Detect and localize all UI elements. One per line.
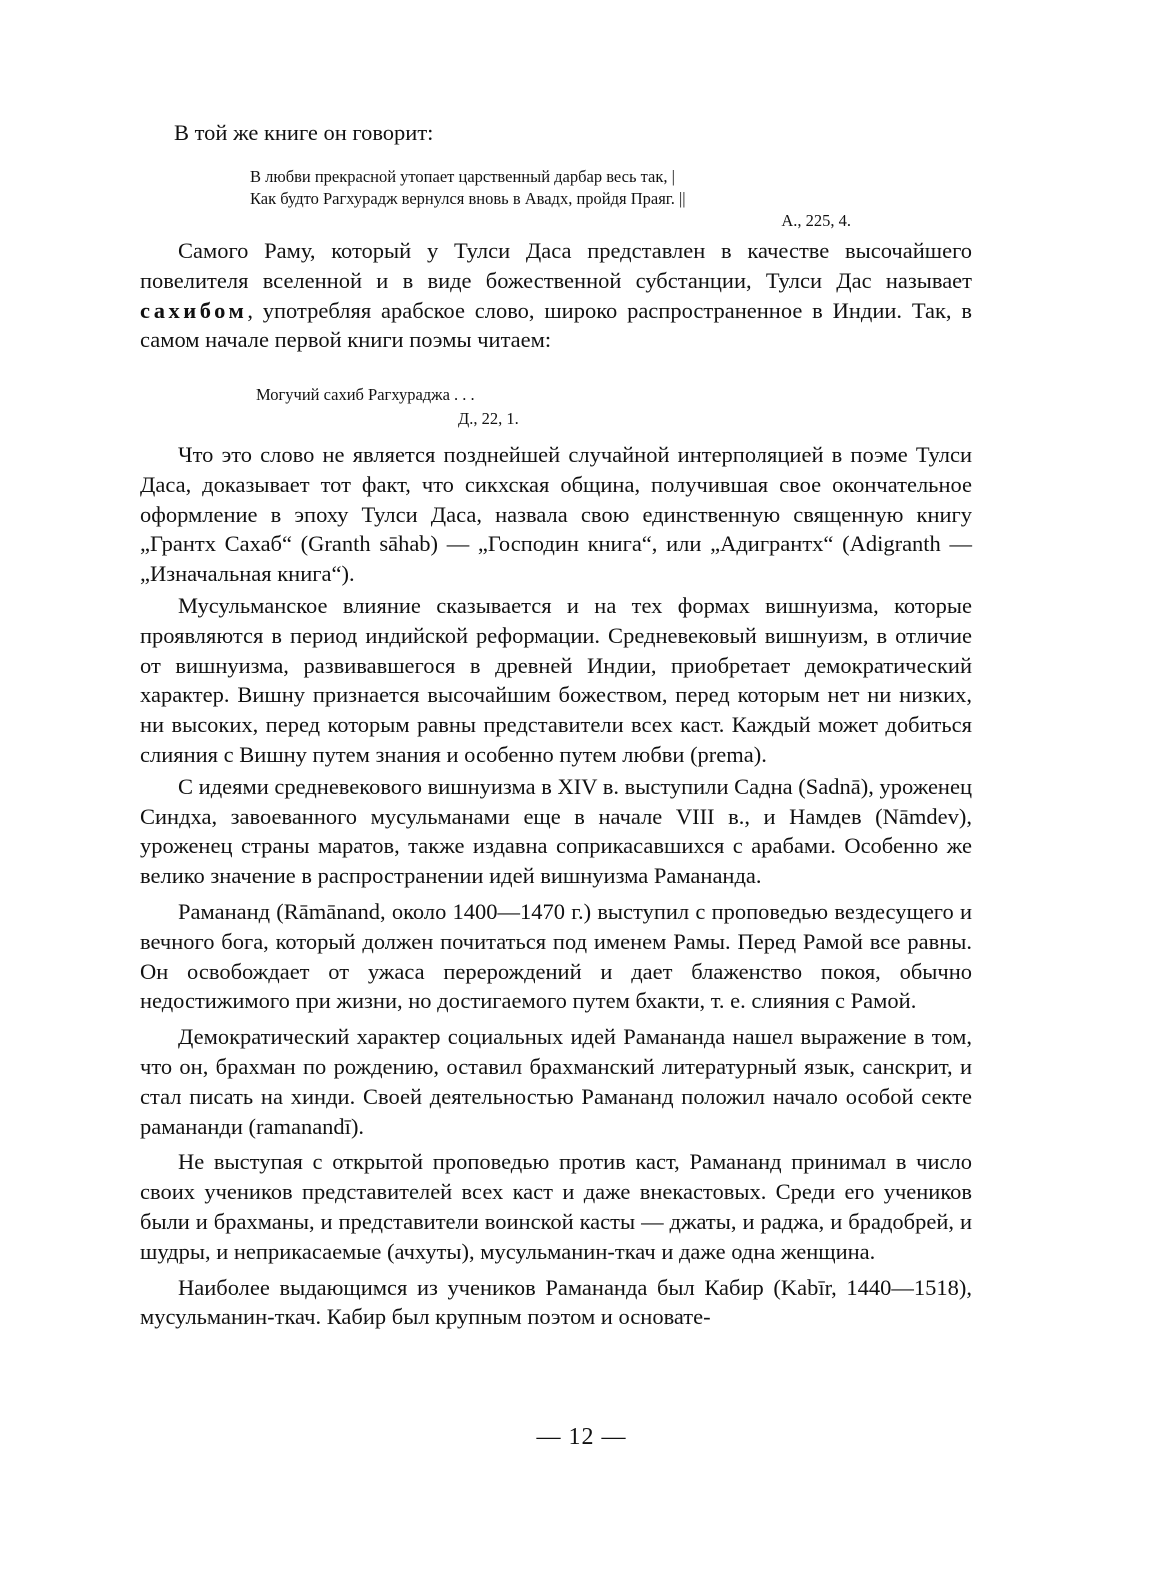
verse-line-3: Могучий сахиб Рагхураджа . . . bbox=[256, 385, 475, 404]
paragraph-sahib bbox=[140, 236, 972, 355]
paragraph-ramanand: Рамананд (Rāmānand, около 1400—1470 г.) выступил с проповедью вездесущего и вечного бога, который должен почитаться под именем Рамы. Перед Рамой все равны. Он освобождает от ужаса перерождений и дает блаженство покоя, обычно недостижимого при жизни, но достигаемого путем бхакти, т. е. слияния с Рамой. bbox=[140, 898, 972, 1014]
quote-intro: В той же книге он говорит: bbox=[174, 120, 434, 145]
verse-line-1: В любви прекрасной утопает царственный дарбар весь так, | bbox=[250, 167, 675, 186]
paragraph-sahib-part1: Самого Раму, который у Тулси Даса представлен в качестве высочайшего повелителя вселенной и в виде божественной субстанции, Тулси Дас называет bbox=[140, 238, 972, 293]
verse-line-2: Как будто Рагхурадж вернулся вновь в Авадх, пройдя Праяг. || bbox=[250, 189, 686, 208]
paragraph-castes: Не выступая с открытой проповедью против каст, Рамананд принимал в число своих учеников представителей всех каст и даже внекастовых. Среди его учеников были и брахманы, и представители воинской касты — джаты, и раджа, и брадобрей, и шудры, и неприкасаемые (ачхуты), мусульманин-ткач и даже одна женщина. bbox=[140, 1149, 972, 1264]
paragraph-democratic-character: Демократический характер социальных идей Рамананда нашел выражение в том, что он, брахман по рождению, оставил брахманский литературный язык, санскрит, и стал писать на хинди. Своей деятельностью Рамананд положил начало особой секте рамананди (ramanandī). bbox=[140, 1024, 972, 1139]
spaced-word-sahibom: сахибом bbox=[140, 297, 248, 323]
paragraph-muslim-influence: Мусульманское влияние сказывается и на тех формах вишнуизма, которые проявляются в период индийской реформации. Средневековый вишнуизм, в отличие от вишнуизма, развивавшегося в древней Индии, приобретает демократический характер. Вишну признается высочайшим божеством, перед которым нет ни низких, ни высоких, перед которым равны представители всех каст. Каждый может добиться слияния с Вишну путем знания и особенно путем любви (prema). bbox=[140, 592, 972, 767]
paragraph-kabir: Наиболее выдающимся из учеников Рамананда был Кабир (Kabīr, 1440—1518), мусульманин-ткач. Кабир был крупным поэтом и основате- bbox=[140, 1274, 972, 1330]
page-number: — 12 — bbox=[536, 1424, 627, 1450]
verse-reference-1: А., 225, 4. bbox=[781, 211, 851, 230]
paragraph-sikh-community: Что это слово не является позднейшей случайной интерполяцией в поэме Тулси Даса, доказывает тот факт, что сикхская община, получившая свое окончательное оформление в эпоху Тулси Даса, назвала свою единственную священную книгу „Грантх Сахаб“ (Granth sāhab) — „Господин книга“, или „Адигрантх“ (Adigranth — „Изначальная книга“). bbox=[140, 442, 972, 587]
verse-reference-2: Д., 22, 1. bbox=[458, 409, 519, 428]
paragraph-sahib-part2: , употребляя арабское слово, широко распространенное в Индии. Так, в самом начале первой книги поэмы читаем: bbox=[140, 297, 972, 353]
paragraph-sadna-namdev: С идеями средневекового вишнуизма в XIV в. выступили Садна (Sadnā), уроженец Синдха, завоеванного мусульманами еще в начале VIII в., и Намдев (Nāmdev), уроженец страны маратов, также издавна соприкасавшихся с арабами. Особенно же велико значение в распространении идей вишнуизма Рамананда. bbox=[140, 773, 972, 889]
